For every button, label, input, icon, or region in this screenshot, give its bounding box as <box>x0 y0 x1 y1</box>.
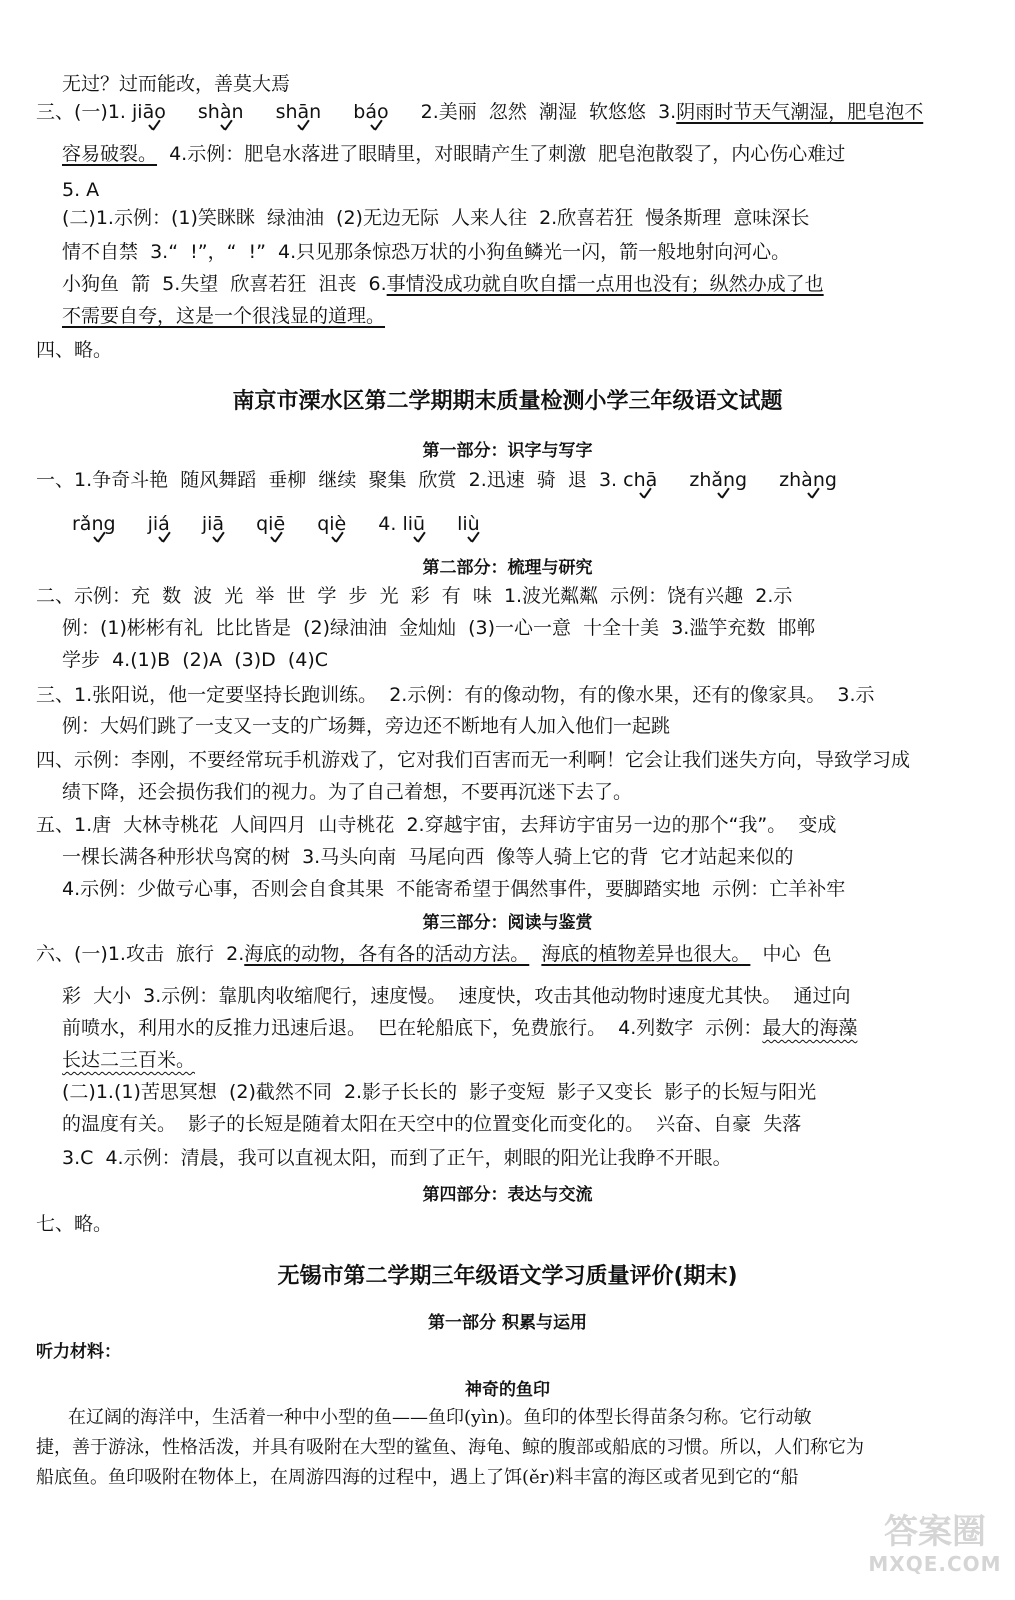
pinyin: qiè <box>317 512 346 536</box>
text-line: 3.C 4.示例：清晨，我可以直视太阳，而到了正午，刺眼的阳光让我睁不开眼。 <box>62 1147 732 1169</box>
check-mark-icon <box>159 534 173 544</box>
check-mark-icon <box>332 534 346 544</box>
check-mark-icon <box>271 534 285 544</box>
text-line: 的温度有关。 影子的长短是随着太阳在天空中的位置变化而变化的。 兴奋、自豪 失落 <box>62 1113 802 1135</box>
text-line: 五、1.唐 大林寺桃花 人间四月 山寺桃花 2.穿越宇宙，去拜访宇宙另一边的那个“我”。 变成 <box>36 814 837 836</box>
part-heading: 第一部分 积累与运用 <box>428 1313 587 1333</box>
pinyin: chā <box>623 468 657 492</box>
part-heading: 第二部分：梳理与研究 <box>422 558 593 578</box>
text-line: 一、1.争奇斗艳 随风舞蹈 垂柳 继续 聚集 欣赏 2.迅速 骑 退 3. chā zhǎng zhàng <box>36 468 975 492</box>
text-line: (二)1.示例：(1)笑眯眯 绿油油 (2)无边无际 人来人往 2.欣喜若狂 慢条斯理 意味深长 <box>62 207 810 229</box>
story-line: 在辽阔的海洋中，生活着一种中小型的鱼——鱼印(yìn)。鱼印的体型长得苗条匀称。它行动敏 <box>68 1407 812 1428</box>
check-mark-icon <box>213 534 227 544</box>
text-line: 四、略。 <box>36 339 113 361</box>
check-mark-icon <box>298 122 312 132</box>
text-line: 例：(1)彬彬有礼 比比皆是 (2)绿油油 金灿灿 (3)一心一意 十全十美 3.滥竽充数 邯郸 <box>62 617 816 639</box>
text-line: 容易破裂。 4.示例：肥皂水落进了眼睛里，对眼睛产生了刺激 肥皂泡散裂了，内心伤心难过 <box>62 143 846 165</box>
pinyin: shān <box>276 100 322 124</box>
check-mark-icon <box>371 122 385 132</box>
text-line: 无过？过而能改，善莫大焉 <box>62 73 291 95</box>
text-line: 绩下降，还会损伤我们的视力。为了自己着想，不要再沉迷下去了。 <box>62 781 633 803</box>
story-line: 捷，善于游泳，性格活泼，并具有吸附在大型的鲨鱼、海龟、鲸的腹部或船底的习惯。所以，人们称它为 <box>36 1437 864 1458</box>
pinyin: jiá <box>148 512 170 536</box>
check-mark-icon <box>718 490 732 500</box>
check-mark-icon <box>640 490 654 500</box>
part-heading: 第三部分：阅读与鉴赏 <box>422 913 593 933</box>
pinyin: rǎng <box>72 512 116 536</box>
pinyin: zhǎng <box>689 468 747 492</box>
text-line: 情不自禁 3.“ !”，“ !” 4.只见那条惊恐万状的小狗鱼鳞光一闪，箭一般地射向河心。 <box>62 241 791 263</box>
check-mark-icon <box>808 490 822 500</box>
pinyin: liū <box>402 512 425 536</box>
pinyin: jiā <box>202 512 224 536</box>
text-line: 5. A <box>62 179 100 201</box>
text-line: 三、(一)1. jiāo shàn shān báo 2.美丽 忽然 潮湿 软悠悠 3.阴雨时节天气潮湿，肥皂泡不 <box>36 100 975 124</box>
text-line: 三、1.张阳说，他一定要坚持长跑训练。 2.示例：有的像动物，有的像水果，还有的像家具。 3.示 <box>36 684 875 706</box>
check-mark-icon <box>414 534 428 544</box>
text-line: 学步 4.(1)B (2)A (3)D (4)C <box>62 649 329 671</box>
part-heading: 第一部分：识字与写字 <box>422 441 593 461</box>
part-heading: 第四部分：表达与交流 <box>422 1185 593 1205</box>
check-mark-icon <box>94 534 108 544</box>
story-title: 神奇的鱼印 <box>465 1380 550 1400</box>
check-mark-icon <box>468 534 482 544</box>
story-line: 船底鱼。鱼印吸附在物体上，在周游四海的过程中，遇上了饵(ěr)料丰富的海区或者见到它的“船 <box>36 1467 799 1488</box>
text-line: 彩 大小 3.示例：靠肌肉收缩爬行，速度慢。 速度快，攻击其他动物时速度尤其快。 通过向 <box>62 985 851 1007</box>
text-line: 例：大妈们跳了一支又一支的广场舞，旁边还不断地有人加入他们一起跳 <box>62 715 671 737</box>
check-mark-icon <box>221 122 235 132</box>
section-title: 南京市溧水区第二学期期末质量检测小学三年级语文试题 <box>232 389 783 414</box>
text-line: (二)1.(1)苦思冥想 (2)截然不同 2.影子长长的 影子变短 影子又变长 影子的长短与阳光 <box>62 1081 817 1103</box>
watermark-logo: 答案圈 MXQE.COM <box>868 1512 1002 1576</box>
pinyin: shàn <box>198 100 244 124</box>
pinyin: báo <box>353 100 388 124</box>
text-line: 不需要自夸，这是一个很浅显的道理。 <box>62 305 386 327</box>
text-line: 4.示例：少做亏心事，否则会自食其果 不能寄希望于偶然事件，要脚踏实地 示例：亡羊补牢 <box>62 878 846 900</box>
text-line: 一棵长满各种形状鸟窝的树 3.马头向南 马尾向西 像等人骑上它的背 它才站起来似的 <box>62 846 794 868</box>
pinyin: liù <box>457 512 480 536</box>
text-line: 二、示例：充 数 波 光 举 世 学 步 光 彩 有 味 1.波光粼粼 示例：饶有兴趣 2.示 <box>36 585 793 607</box>
section-title: 无锡市第二学期三年级语文学习质量评价(期末) <box>277 1264 738 1289</box>
text-line: 七、略。 <box>36 1213 113 1235</box>
pinyin: jiāo <box>132 100 166 124</box>
pinyin: zhàng <box>779 468 837 492</box>
text-line: rǎng jiá jiā qiē qiè 4. liū liù <box>72 512 975 536</box>
text-line: 长达二三百米。 <box>62 1049 196 1071</box>
text-line: 小狗鱼 箭 5.失望 欣喜若狂 沮丧 6.事情没成功就自吹自擂一点用也没有；纵然办成了也 <box>62 273 824 295</box>
text-line: 六、(一)1.攻击 旅行 2.海底的动物，各有各的活动方法。 海底的植物差异也很大。 中心 色 <box>36 943 832 965</box>
pinyin: qiē <box>256 512 285 536</box>
check-mark-icon <box>149 122 163 132</box>
text-line: 前喷水，利用水的反推力迅速后退。 巴在轮船底下，免费旅行。 4.列数字 示例：最大的海藻 <box>62 1017 858 1039</box>
text-line: 听力材料： <box>36 1342 121 1362</box>
text-line: 四、示例：李刚，不要经常玩手机游戏了，它对我们百害而无一利啊！它会让我们迷失方向，导致学习成 <box>36 749 911 771</box>
